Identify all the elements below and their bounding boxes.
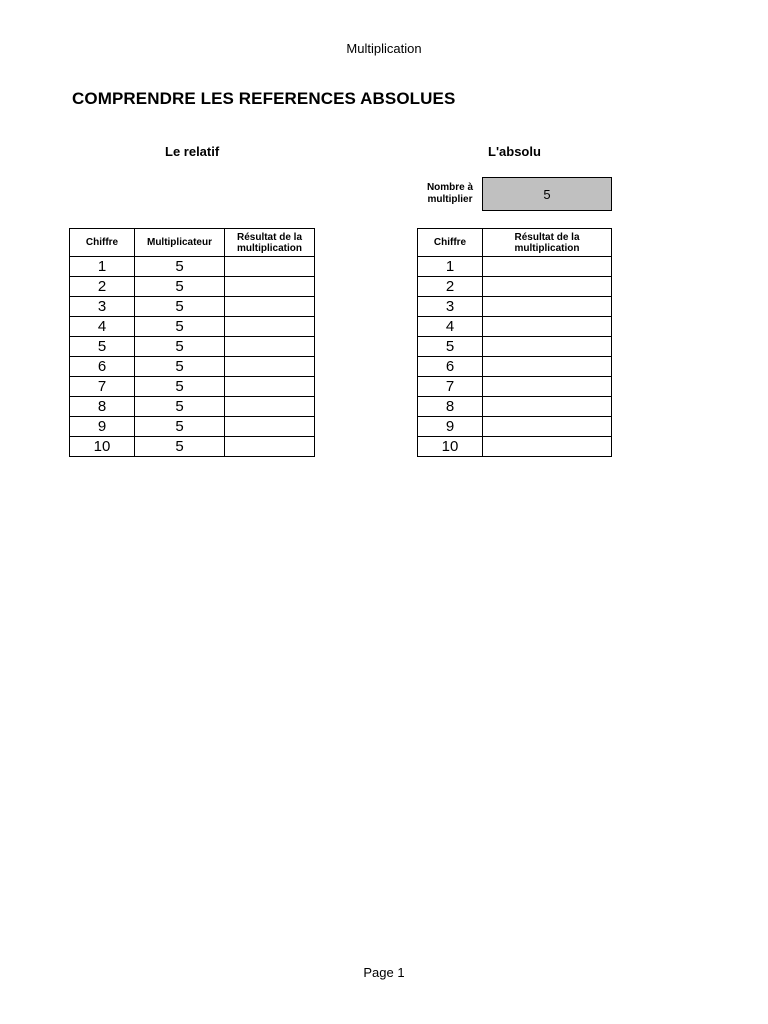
table-row	[418, 357, 612, 377]
multiplicateur-cell[interactable]: 5	[135, 417, 225, 437]
column-header-chiffre[interactable]: Chiffre	[70, 229, 135, 257]
page-footer: Page 1	[363, 965, 405, 980]
resultat-cell[interactable]	[483, 377, 612, 397]
multiplicateur-cell[interactable]: 5	[135, 357, 225, 377]
table-row	[70, 397, 315, 417]
multiplicateur-cell[interactable]: 5	[135, 297, 225, 317]
chiffre-cell[interactable]: 9	[70, 417, 135, 437]
resultat-cell[interactable]	[225, 337, 315, 357]
chiffre-cell[interactable]: 9	[418, 417, 483, 437]
column-header-resultat[interactable]: Résultat de la multiplication	[483, 229, 612, 257]
column-header-multiplicateur[interactable]: Multiplicateur	[135, 229, 225, 257]
multiplicateur-cell[interactable]: 5	[135, 277, 225, 297]
chiffre-cell[interactable]: 7	[70, 377, 135, 397]
chiffre-cell[interactable]: 2	[418, 277, 483, 297]
chiffre-cell[interactable]: 4	[70, 317, 135, 337]
resultat-cell[interactable]	[225, 397, 315, 417]
chiffre-cell[interactable]: 1	[70, 257, 135, 277]
multiplicateur-cell[interactable]: 5	[135, 257, 225, 277]
table-header-row	[70, 229, 315, 257]
resultat-cell[interactable]	[225, 317, 315, 337]
resultat-cell[interactable]	[225, 257, 315, 277]
resultat-cell[interactable]	[483, 337, 612, 357]
column-header-resultat[interactable]: Résultat de la multiplication	[225, 229, 315, 257]
column-header-chiffre[interactable]: Chiffre	[418, 229, 483, 257]
table-row	[418, 297, 612, 317]
chiffre-cell[interactable]: 5	[418, 337, 483, 357]
table-row	[70, 377, 315, 397]
chiffre-cell[interactable]: 7	[418, 377, 483, 397]
chiffre-cell[interactable]: 10	[70, 437, 135, 457]
table-row	[70, 317, 315, 337]
chiffre-cell[interactable]: 3	[418, 297, 483, 317]
resultat-cell[interactable]	[225, 357, 315, 377]
resultat-cell[interactable]	[483, 297, 612, 317]
multiplicateur-cell[interactable]: 5	[135, 337, 225, 357]
table-row	[418, 437, 612, 457]
resultat-cell[interactable]	[483, 317, 612, 337]
chiffre-cell[interactable]: 10	[418, 437, 483, 457]
resultat-cell[interactable]	[483, 257, 612, 277]
table-row	[70, 277, 315, 297]
resultat-cell[interactable]	[483, 417, 612, 437]
chiffre-cell[interactable]: 6	[418, 357, 483, 377]
resultat-cell[interactable]	[483, 277, 612, 297]
table-row	[70, 257, 315, 277]
chiffre-cell[interactable]: 5	[70, 337, 135, 357]
chiffre-cell[interactable]: 8	[418, 397, 483, 417]
table-row	[418, 377, 612, 397]
chiffre-cell[interactable]: 6	[70, 357, 135, 377]
chiffre-cell[interactable]: 2	[70, 277, 135, 297]
document-title: COMPRENDRE LES REFERENCES ABSOLUES	[72, 89, 456, 108]
resultat-cell[interactable]	[225, 417, 315, 437]
table-row	[70, 437, 315, 457]
table-row	[70, 297, 315, 317]
resultat-cell[interactable]	[225, 297, 315, 317]
table-row	[418, 397, 612, 417]
chiffre-cell[interactable]: 3	[70, 297, 135, 317]
chiffre-cell[interactable]: 4	[418, 317, 483, 337]
resultat-cell[interactable]	[225, 277, 315, 297]
multiplicateur-cell[interactable]: 5	[135, 437, 225, 457]
multiplicateur-cell[interactable]: 5	[135, 317, 225, 337]
table-row	[70, 417, 315, 437]
resultat-cell[interactable]	[225, 377, 315, 397]
table-header-row	[418, 229, 612, 257]
resultat-cell[interactable]	[483, 437, 612, 457]
multiplicateur-cell[interactable]: 5	[135, 397, 225, 417]
table-row	[418, 417, 612, 437]
table-row	[70, 357, 315, 377]
nombre-a-multiplier-cell[interactable]: 5	[482, 177, 612, 211]
table-row	[418, 317, 612, 337]
table-row	[418, 337, 612, 357]
nombre-a-multiplier-label: Nombre à multiplier	[426, 182, 474, 205]
chiffre-cell[interactable]: 8	[70, 397, 135, 417]
multiplicateur-cell[interactable]: 5	[135, 377, 225, 397]
relatif-table	[69, 228, 315, 457]
table-row	[418, 277, 612, 297]
resultat-cell[interactable]	[483, 397, 612, 417]
resultat-cell[interactable]	[225, 437, 315, 457]
chiffre-cell[interactable]: 1	[418, 257, 483, 277]
section-title-relatif: Le relatif	[165, 144, 220, 159]
resultat-cell[interactable]	[483, 357, 612, 377]
page-header-title: Multiplication	[346, 41, 422, 56]
section-title-absolu: L'absolu	[488, 144, 541, 159]
absolu-table	[417, 228, 612, 457]
table-row	[418, 257, 612, 277]
table-row	[70, 337, 315, 357]
